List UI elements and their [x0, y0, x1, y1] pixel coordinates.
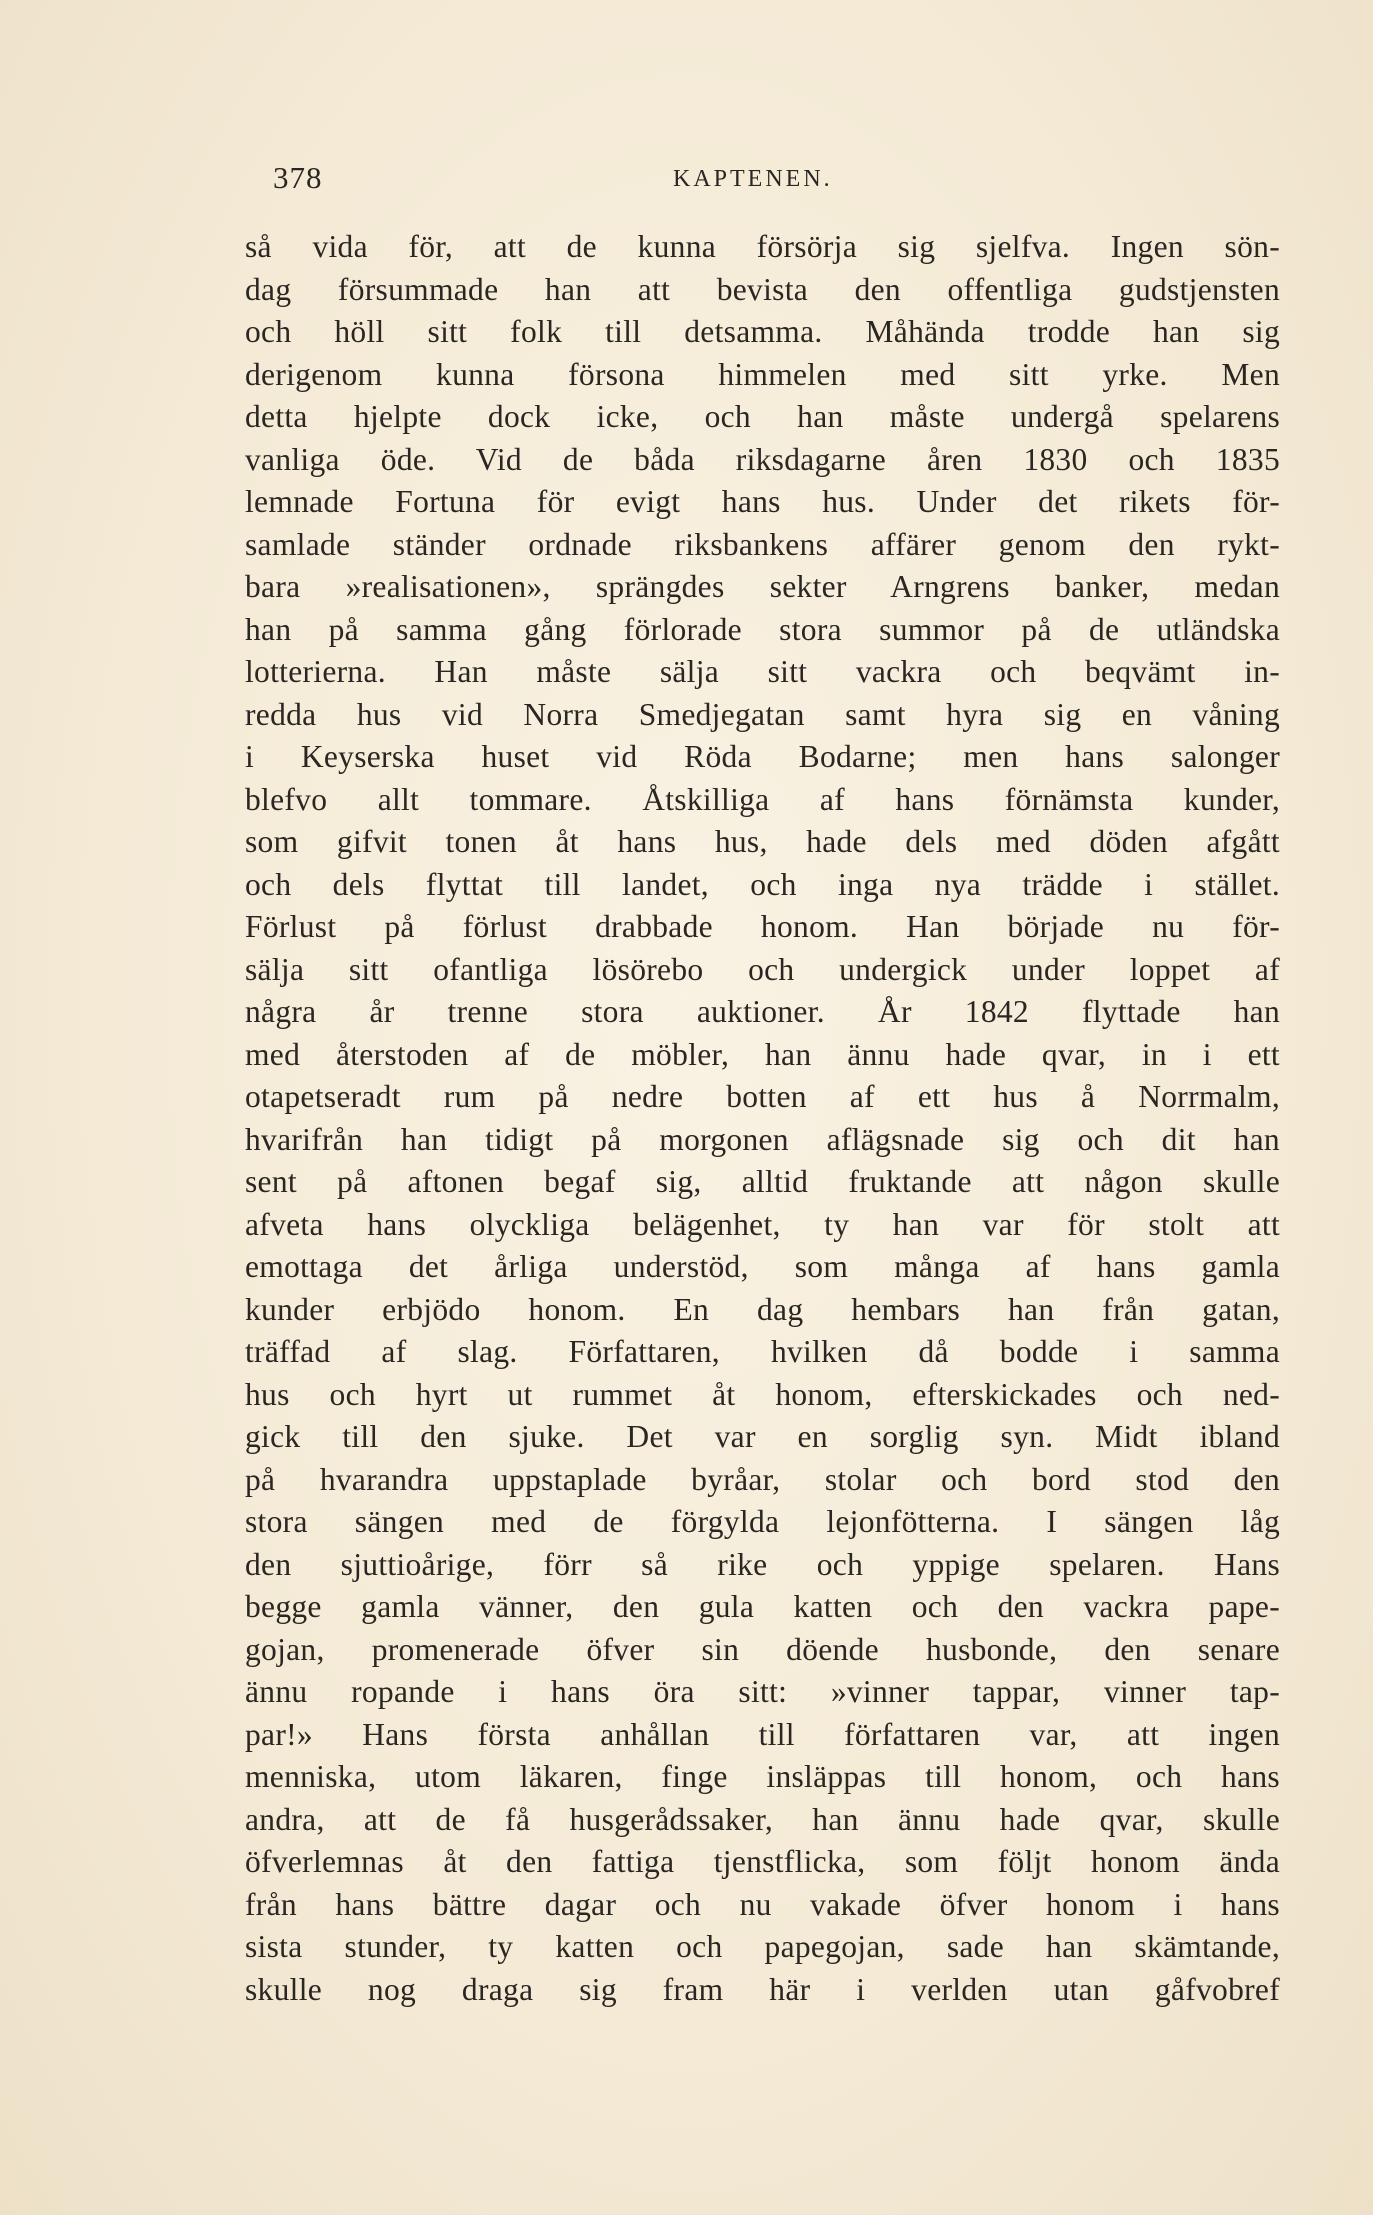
text-line: så vida för, att de kunna försörja sig sjelfva. Ingen sön- — [245, 229, 1280, 264]
body-text — [245, 226, 1280, 2011]
text-line: och dels flyttat till landet, och inga nya trädde i stället. — [245, 866, 1280, 902]
text-line: begge gamla vänner, den gula katten och den vackra pape- — [245, 1589, 1280, 1624]
text-line: hus och hyrt ut rummet åt honom, efterskickades och ned- — [245, 1376, 1280, 1412]
text-line: träffad af slag. Författaren, hvilken då bodde i samma — [245, 1334, 1280, 1369]
text-line: lemnade Fortuna för evigt hans hus. Under det rikets för- — [245, 484, 1280, 519]
running-title: KAPTENEN. — [673, 166, 833, 192]
text-line: samlade ständer ordnade riksbankens affärer genom den rykt- — [245, 526, 1280, 562]
text-line: hvarifrån han tidigt på morgonen aflägsnade sig och dit han — [245, 1121, 1280, 1157]
text-line: på hvarandra uppstaplade byråar, stolar och bord stod den — [245, 1461, 1280, 1497]
text-line: några år trenne stora auktioner. År 1842 flyttade han — [245, 994, 1280, 1029]
text-line: Förlust på förlust drabbade honom. Han började nu för- — [245, 909, 1280, 944]
text-line: som gifvit tonen åt hans hus, hade dels med döden afgått — [245, 824, 1280, 859]
text-line: derigenom kunna försona himmelen med sitt yrke. Men — [245, 356, 1280, 392]
text-line: kunder erbjödo honom. En dag hembars han från gatan, — [245, 1291, 1280, 1327]
page-number: 378 — [273, 160, 323, 195]
text-line: från hans bättre dagar och nu vakade öfver honom i hans — [245, 1886, 1280, 1922]
text-line: den sjuttioårige, förr så rike och yppige spelaren. Hans — [245, 1546, 1280, 1582]
text-line: öfverlemnas åt den fattiga tjenstflicka, som följt honom ända — [245, 1844, 1280, 1879]
text-line: andra, att de få husgerådssaker, han ännu hade qvar, skulle — [245, 1801, 1280, 1837]
text-line: par!» Hans första anhållan till författaren var, att ingen — [245, 1716, 1280, 1752]
text-line: med återstoden af de möbler, han ännu hade qvar, in i ett — [245, 1036, 1280, 1072]
text-line: afveta hans olyckliga belägenhet, ty han var för stolt att — [245, 1206, 1280, 1242]
text-line: han på samma gång förlorade stora summor på de utländska — [245, 611, 1280, 647]
text-line: i Keyserska huset vid Röda Bodarne; men hans salonger — [245, 739, 1280, 774]
text-line: sent på aftonen begaf sig, alltid fruktande att någon skulle — [245, 1164, 1280, 1199]
page-header — [273, 160, 1283, 200]
text-line: emottaga det årliga understöd, som många af hans gamla — [245, 1249, 1280, 1284]
text-line: otapetseradt rum på nedre botten af ett hus å Norrmalm, — [245, 1079, 1280, 1114]
text-line: skulle nog draga sig fram här i verlden utan gåfvobref — [245, 1971, 1280, 2007]
text-line: sista stunder, ty katten och papegojan, sade han skämtande, — [245, 1929, 1280, 1964]
text-line: ännu ropande i hans öra sitt: »vinner tappar, vinner tap- — [245, 1674, 1280, 1709]
text-line: stora sängen med de förgylda lejonfötterna. I sängen låg — [245, 1504, 1280, 1539]
text-line: blefvo allt tommare. Åtskilliga af hans förnämsta kunder, — [245, 781, 1280, 817]
text-line: gojan, promenerade öfver sin döende husbonde, den senare — [245, 1631, 1280, 1667]
text-line: menniska, utom läkaren, finge insläppas till honom, och hans — [245, 1759, 1280, 1794]
text-line: dag försummade han att bevista den offentliga gudstjensten — [245, 271, 1280, 307]
text-line: detta hjelpte dock icke, och han måste undergå spelarens — [245, 399, 1280, 434]
text-line: och höll sitt folk till detsamma. Måhända trodde han sig — [245, 314, 1280, 349]
text-line: redda hus vid Norra Smedjegatan samt hyra sig en våning — [245, 696, 1280, 732]
text-line: bara »realisationen», sprängdes sekter Arngrens banker, medan — [245, 569, 1280, 604]
text-line: sälja sitt ofantliga lösörebo och undergick under loppet af — [245, 951, 1280, 987]
text-line: gick till den sjuke. Det var en sorglig syn. Midt ibland — [245, 1419, 1280, 1454]
text-line: lotterierna. Han måste sälja sitt vackra och beqvämt in- — [245, 654, 1280, 689]
text-line: vanliga öde. Vid de båda riksdagarne åren 1830 och 1835 — [245, 441, 1280, 477]
